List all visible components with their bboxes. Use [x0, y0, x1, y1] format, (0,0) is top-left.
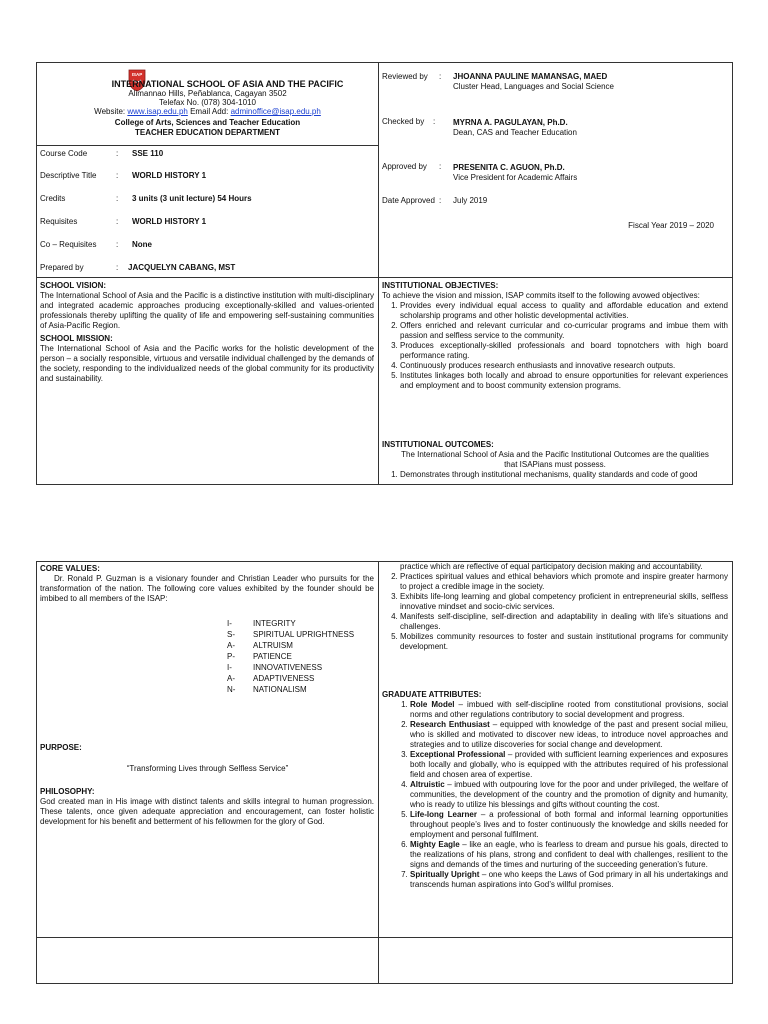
graduate-attributes-section [382, 690, 728, 890]
seal-text: ISAP [131, 72, 143, 77]
core-value-name: INTEGRITY [253, 619, 296, 628]
list-item [410, 810, 728, 840]
descriptive-title-label: Descriptive Title [40, 171, 97, 180]
school-address: Alimannao Hills, Peñablanca, Cagayan 3502 [128, 89, 287, 98]
approved-title: Vice President for Academic Affairs [453, 173, 578, 182]
core-value-item [227, 663, 322, 673]
objectives-intro: To achieve the vision and mission, ISAP commits itself to the following avowed objectives: [382, 291, 700, 300]
core-values-heading: CORE VALUES: [40, 564, 100, 573]
attribute-term: Research Enthusiast [410, 720, 490, 729]
colon: : [439, 196, 442, 205]
colon: : [116, 194, 119, 203]
list-item [410, 840, 728, 870]
attribute-desc: – like an eagle, who is fearless to dream and pursue his goals, directed to the realizations of his plans, strong and confident to deal with challenges, resilient to the signs and demands of the times and nurturing of the succeeding generation’s future. [410, 840, 728, 869]
department-name: TEACHER EDUCATION DEPARTMENT [134, 128, 281, 137]
core-value-letter: N- [227, 685, 236, 694]
list-item: 4. Manifests self-discipline, self-direction and adaptability in dealing with life’s situations and challenges. [400, 612, 728, 632]
core-value-name: NATIONALISM [253, 685, 307, 694]
course-code-value: SSE 110 [132, 149, 164, 158]
core-values-section [40, 564, 374, 604]
vision-heading: SCHOOL VISION: [40, 281, 107, 290]
syllabus-page-1 [36, 62, 733, 485]
colon: : [116, 263, 119, 272]
list-item [410, 700, 728, 720]
divider [37, 277, 378, 278]
course-code-label: Course Code [40, 149, 88, 158]
contact-line [37, 107, 378, 117]
reviewed-label: Reviewed by [382, 72, 428, 81]
date-approved-label: Date Approved [382, 196, 435, 205]
checked-label: Checked by [382, 117, 425, 126]
outcomes-list-start [382, 470, 728, 480]
page2-left-column [37, 562, 378, 935]
reviewed-title: Cluster Head, Languages and Social Science [453, 82, 614, 91]
core-value-letter: S- [227, 630, 235, 639]
purpose-heading: PURPOSE: [40, 743, 82, 752]
core-value-name: ALTRUISM [253, 641, 293, 650]
list-item [410, 720, 728, 750]
core-value-item [227, 685, 307, 695]
outcomes-list-continued [382, 572, 728, 652]
outcome-1-continued: practice which are reflective of equal participatory decision making and accountability. [400, 562, 703, 571]
list-item: 4. Continuously produces research enthusiasts and innovative research outputs. [400, 361, 728, 371]
approved-label: Approved by [382, 162, 427, 171]
colon: : [116, 240, 119, 249]
attribute-desc: – equipped with knowledge of the past and present social milieu, who is skilled and motivated to discover new ideas, to introduce novel approaches and strategies and to utilize discoveries for social change and development. [410, 720, 729, 749]
reviewed-name: JHOANNA PAULINE MAMANSAG, MAED [453, 72, 608, 81]
attribute-term: Spiritually Upright [410, 870, 480, 879]
website-label: Website: [94, 107, 126, 116]
approved-name: PRESENITA C. AGUON, Ph.D. [453, 163, 565, 172]
date-approved-value: July 2019 [453, 196, 488, 205]
vision-text: The International School of Asia and the Pacific is a distinctive institution with multi-disciplinary and integrated academic approaches producing exceptionally-skilled and values-oriented professionals thereby uplifting the quality of life and empowering self-sustaining communities of Asia-Pacific Region. [40, 291, 374, 330]
mission-section [40, 334, 374, 384]
page2-right-column [379, 562, 732, 935]
objectives-list [382, 301, 728, 391]
list-item: 2. Practices spiritual values and ethical behaviors which promote and inspire greater harmony to project a credible image in the society. [400, 572, 728, 592]
descriptive-title-value: WORLD HISTORY 1 [132, 171, 207, 180]
outcomes-continued [382, 562, 728, 652]
attribute-desc: – a professional of both formal and informal learning opportunities throughout people’s lives and to foster continuously the knowledge and skills needed for employment and personal fulfilment. [410, 810, 728, 839]
objectives-heading: INSTITUTIONAL OBJECTIVES: [382, 281, 499, 290]
mission-text: The International School of Asia and the Pacific works for the holistic development of the person – a socially responsible, virtuous and versatile individual challenged by the demands of the society, responding to the individualized needs of the global community for its productivity and sustainability. [40, 344, 374, 383]
list-item: 2. Offers enriched and relevant curricular and co-curricular programs and imbue them with passion and selfless service to the community. [400, 321, 728, 341]
divider [37, 145, 378, 146]
attribute-term: Role Model [410, 700, 455, 709]
colon: : [433, 117, 436, 126]
attribute-desc: – imbued with outpouring love for the poor and under privileged, the welfare of communities, the development of the country and the promotion of dignity and humanity, who is ready to utilize his blessings and gifts without counting the cost. [410, 780, 728, 809]
attribute-term: Mighty Eagle [410, 840, 460, 849]
colon: : [116, 217, 119, 226]
divider [379, 277, 732, 278]
core-value-item [227, 619, 296, 629]
email-link[interactable]: adminoffice@isap.edu.ph [230, 107, 321, 116]
attribute-term: Life-long Learner [410, 810, 477, 819]
colon: : [439, 162, 442, 171]
core-value-item [227, 674, 314, 684]
outcomes-heading: INSTITUTIONAL OUTCOMES: [382, 440, 494, 449]
list-item: 1. Provides every individual equal access to quality and affordable education and extend scholarship programs and other holistic developmental activities. [400, 301, 728, 321]
core-value-letter: I- [227, 619, 232, 628]
colon: : [439, 72, 442, 81]
attribute-desc: – imbued with self-discipline rooted from constitutional provisions, social norms and other regulations contributory to social development and progress. [410, 700, 728, 719]
list-item: 3. Produces exceptionally-skilled professionals and board topnotchers with high board performance rating. [400, 341, 728, 361]
prepared-by-value: JACQUELYN CABANG, MST [128, 263, 236, 272]
credits-value: 3 units (3 unit lecture) 54 Hours [132, 194, 252, 203]
page1-left-column [37, 63, 378, 484]
email-label: Email Add: [190, 107, 229, 116]
core-value-letter: A- [227, 641, 235, 650]
list-item: 5. Institutes linkages both locally and abroad to ensure opportunities for relevant experiences and employment and to boost community extension programs. [400, 371, 728, 391]
school-header [37, 63, 378, 145]
divider [37, 937, 732, 938]
core-value-item [227, 630, 354, 640]
attribute-term: Exceptional Professional [410, 750, 506, 759]
page1-right-column [379, 63, 732, 484]
vision-section [40, 281, 374, 331]
school-name: INTERNATIONAL SCHOOL OF ASIA AND THE PACIFIC [111, 79, 344, 89]
list-item: 3. Exhibits life-long learning and global competency proficient in entrepreneurial skills, selfless innovative mindset and socio-civic services. [400, 592, 728, 612]
fiscal-year: Fiscal Year 2019 – 2020 [628, 221, 714, 230]
list-item [410, 750, 728, 780]
co-requisites-label: Co – Requisites [40, 240, 97, 249]
colon: : [116, 171, 119, 180]
credits-label: Credits [40, 194, 66, 203]
objectives-section [382, 281, 728, 391]
attribute-desc: – one who keeps the Laws of God primary in all his undertakings and transcends human aspirations into God’s willful promises. [410, 870, 728, 889]
philosophy-section [40, 787, 374, 827]
attribute-desc: – provided with sufficient learning experiences and exposures both locally and globally, who is equipped with the attributes required of his professional field and chosen area of expertise. [410, 750, 729, 779]
graduate-attributes-list [382, 700, 728, 890]
list-item [410, 870, 728, 890]
attribute-term: Altruistic [410, 780, 445, 789]
outcomes-intro: The International School of Asia and the Pacific Institutional Outcomes are the qualities that ISAPians must possess. [401, 450, 709, 469]
core-value-name: ADAPTIVENESS [253, 674, 315, 683]
core-value-item [227, 641, 293, 651]
core-value-name: PATIENCE [253, 652, 292, 661]
requisites-label: Requisites [40, 217, 78, 226]
philosophy-text: God created man in His image with distinct talents and skills integral to human progression. These talents, once given adequate appreciation and encouragement, can foster holistic development for his benefit and betterment of his fellowmen for the glory of God. [40, 797, 374, 826]
list-item: 1. Demonstrates through institutional mechanisms, quality standards and code of good [400, 470, 728, 480]
website-link[interactable]: www.isap.edu.ph [127, 107, 188, 116]
checked-title: Dean, CAS and Teacher Education [453, 128, 577, 137]
graduate-attributes-heading: GRADUATE ATTRIBUTES: [382, 690, 482, 699]
college-name: College of Arts, Sciences and Teacher Education [114, 118, 301, 127]
core-value-name: SPIRITUAL UPRIGHTNESS [253, 630, 355, 639]
core-value-name: INNOVATIVENESS [253, 663, 323, 672]
outcomes-section [382, 440, 728, 480]
prepared-by-label: Prepared by [40, 263, 84, 272]
list-item: 5. Mobilizes community resources to foster and sustain institutional programs for community development. [400, 632, 728, 652]
core-value-letter: P- [227, 652, 235, 661]
mission-heading: SCHOOL MISSION: [40, 334, 113, 343]
core-value-letter: I- [227, 663, 232, 672]
telefax: Telefax No. (078) 304-1010 [159, 98, 256, 107]
core-value-item [227, 652, 292, 662]
purpose-text: “Transforming Lives through Selfless Service” [126, 764, 289, 773]
core-values-text: Dr. Ronald P. Guzman is a visionary founder and Christian Leader who pursuits for the transformation of the nation. The following core values exhibited by the founder should be imbibed to all members of the ISAP: [40, 574, 374, 603]
core-value-letter: A- [227, 674, 235, 683]
colon: : [116, 149, 119, 158]
syllabus-page-2 [36, 561, 733, 984]
checked-name: MYRNA A. PAGULAYAN, Ph.D. [453, 118, 568, 127]
list-item [410, 780, 728, 810]
philosophy-heading: PHILOSOPHY: [40, 787, 95, 796]
requisites-value: WORLD HISTORY 1 [132, 217, 207, 226]
co-requisites-value: None [132, 240, 152, 249]
